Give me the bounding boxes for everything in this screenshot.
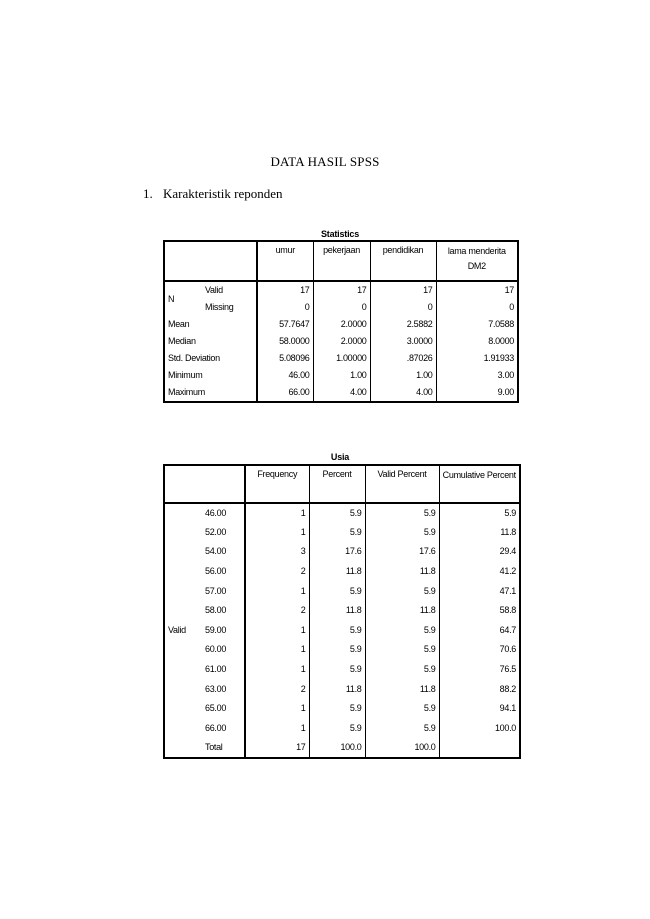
table-cell: 2	[245, 562, 309, 582]
table-cell: 11.8	[365, 679, 439, 699]
table-cell: 4.00	[370, 384, 436, 402]
table-cell: 1	[245, 699, 309, 719]
table-cell: 1	[245, 581, 309, 601]
table-cell: 5.9	[439, 503, 520, 523]
table-cell: 0	[370, 299, 436, 316]
table-cell: 11.8	[309, 601, 365, 621]
table-cell: 5.9	[365, 503, 439, 523]
table-cell: 5.9	[309, 719, 365, 739]
table-cell: 17	[436, 281, 518, 299]
table-cell: 3.0000	[370, 333, 436, 350]
row-label: 58.00	[202, 601, 245, 621]
statistics-corner-cell	[164, 241, 257, 281]
table-cell: 5.9	[365, 640, 439, 660]
table-cell: 100.0	[439, 719, 520, 739]
table-cell: 5.9	[309, 640, 365, 660]
table-cell: 3.00	[436, 367, 518, 384]
table-cell: 17.6	[309, 542, 365, 562]
row-label: 65.00	[202, 699, 245, 719]
row-label: Valid	[202, 281, 257, 299]
column-header-lama-menderita: lama menderita DM2	[436, 241, 518, 281]
section-title: Karakteristik reponden	[163, 186, 283, 201]
column-header-cumulative-percent: Cumulative Percent	[439, 465, 520, 503]
table-cell: 100.0	[309, 738, 365, 758]
table-cell: 57.7647	[257, 316, 313, 333]
table-row	[164, 523, 520, 543]
statistics-header-row	[164, 241, 518, 281]
table-row	[164, 719, 520, 739]
usia-table-title: Usia	[330, 452, 350, 462]
table-cell: 64.7	[439, 621, 520, 641]
column-header-frequency: Frequency	[245, 465, 309, 503]
table-cell: 7.0588	[436, 316, 518, 333]
row-group-label-n: N	[168, 293, 175, 304]
row-label: 61.00	[202, 660, 245, 680]
statistics-table	[163, 240, 519, 403]
row-label: 66.00	[202, 719, 245, 739]
table-cell: 5.08096	[257, 350, 313, 367]
table-cell: 17	[313, 281, 370, 299]
table-cell: 5.9	[309, 621, 365, 641]
table-cell: 1.00	[370, 367, 436, 384]
row-group-label-valid: Valid	[168, 624, 186, 635]
column-header-pekerjaan: pekerjaan	[313, 241, 370, 281]
row-label: Std. Deviation	[164, 350, 257, 367]
table-cell: 2.5882	[370, 316, 436, 333]
table-row	[164, 316, 518, 333]
table-row	[164, 679, 520, 699]
table-cell: 1	[245, 640, 309, 660]
usia-frequency-table	[163, 464, 521, 759]
table-cell: 11.8	[365, 562, 439, 582]
table-cell: .87026	[370, 350, 436, 367]
table-cell: 5.9	[309, 581, 365, 601]
table-cell: 1	[245, 660, 309, 680]
table-row	[164, 562, 520, 582]
table-cell: 29.4	[439, 542, 520, 562]
table-cell: 4.00	[313, 384, 370, 402]
table-cell: 66.00	[257, 384, 313, 402]
table-row	[164, 333, 518, 350]
table-cell: 11.8	[309, 679, 365, 699]
page-title: DATA HASIL SPSS	[270, 154, 380, 169]
table-cell: 1.91933	[436, 350, 518, 367]
table-cell: 11.8	[309, 562, 365, 582]
table-cell: 58.8	[439, 601, 520, 621]
usia-corner-cell	[164, 465, 245, 503]
row-label: Mean	[164, 316, 257, 333]
table-cell: 11.8	[439, 523, 520, 543]
table-cell: 1	[245, 621, 309, 641]
table-cell: 9.00	[436, 384, 518, 402]
table-cell: 5.9	[365, 699, 439, 719]
table-row	[164, 581, 520, 601]
table-cell: 0	[436, 299, 518, 316]
row-label: 52.00	[202, 523, 245, 543]
table-cell: 100.0	[365, 738, 439, 758]
table-cell: 76.5	[439, 660, 520, 680]
table-cell: 1.00000	[313, 350, 370, 367]
table-row	[164, 699, 520, 719]
table-cell: 47.1	[439, 581, 520, 601]
table-cell	[439, 738, 520, 758]
row-label: Median	[164, 333, 257, 350]
section-heading	[143, 186, 282, 202]
table-cell: 17.6	[365, 542, 439, 562]
table-row	[164, 542, 520, 562]
table-cell: 1	[245, 523, 309, 543]
row-label: Maximum	[164, 384, 257, 402]
row-label: 57.00	[202, 581, 245, 601]
table-cell: 8.0000	[436, 333, 518, 350]
column-header-pendidikan: pendidikan	[370, 241, 436, 281]
row-label: 63.00	[202, 679, 245, 699]
table-cell: 88.2	[439, 679, 520, 699]
table-cell: 17	[257, 281, 313, 299]
row-label: 54.00	[202, 542, 245, 562]
table-cell: 58.0000	[257, 333, 313, 350]
table-cell: 5.9	[365, 719, 439, 739]
table-cell: 5.9	[365, 581, 439, 601]
table-cell: 0	[257, 299, 313, 316]
table-cell: 41.2	[439, 562, 520, 582]
table-cell: 5.9	[309, 699, 365, 719]
table-cell: 17	[245, 738, 309, 758]
row-label: Minimum	[164, 367, 257, 384]
row-label: 59.00	[202, 621, 245, 641]
table-cell: 5.9	[309, 660, 365, 680]
table-cell: 1	[245, 503, 309, 523]
table-row	[164, 281, 518, 299]
table-cell: 5.9	[309, 523, 365, 543]
table-cell: 0	[313, 299, 370, 316]
row-label: 60.00	[202, 640, 245, 660]
row-label-total: Total	[202, 738, 245, 758]
row-label: Missing	[202, 299, 257, 316]
table-row	[164, 503, 520, 523]
usia-header-row	[164, 465, 520, 503]
table-row	[164, 384, 518, 402]
table-cell: 3	[245, 542, 309, 562]
table-cell: 5.9	[365, 621, 439, 641]
table-cell: 1	[245, 719, 309, 739]
table-row	[164, 367, 518, 384]
table-cell: 1.00	[313, 367, 370, 384]
row-label: 56.00	[202, 562, 245, 582]
row-label: 46.00	[202, 503, 245, 523]
table-cell: 11.8	[365, 601, 439, 621]
section-number: 1.	[143, 186, 153, 201]
table-cell: 5.9	[365, 523, 439, 543]
table-row	[164, 601, 520, 621]
table-row-total	[164, 738, 520, 758]
table-cell: 5.9	[309, 503, 365, 523]
column-header-percent: Percent	[309, 465, 365, 503]
table-row	[164, 640, 520, 660]
column-header-umur: umur	[257, 241, 313, 281]
table-cell: 5.9	[365, 660, 439, 680]
table-cell: 2.0000	[313, 333, 370, 350]
table-row	[164, 621, 520, 641]
table-row	[164, 299, 518, 316]
table-cell: 94.1	[439, 699, 520, 719]
table-cell: 2	[245, 601, 309, 621]
table-row	[164, 660, 520, 680]
table-cell: 46.00	[257, 367, 313, 384]
column-header-valid-percent: Valid Percent	[365, 465, 439, 503]
table-cell: 2	[245, 679, 309, 699]
table-cell: 2.0000	[313, 316, 370, 333]
table-row	[164, 350, 518, 367]
table-cell: 17	[370, 281, 436, 299]
statistics-table-title: Statistics	[320, 229, 360, 239]
table-cell: 70.6	[439, 640, 520, 660]
